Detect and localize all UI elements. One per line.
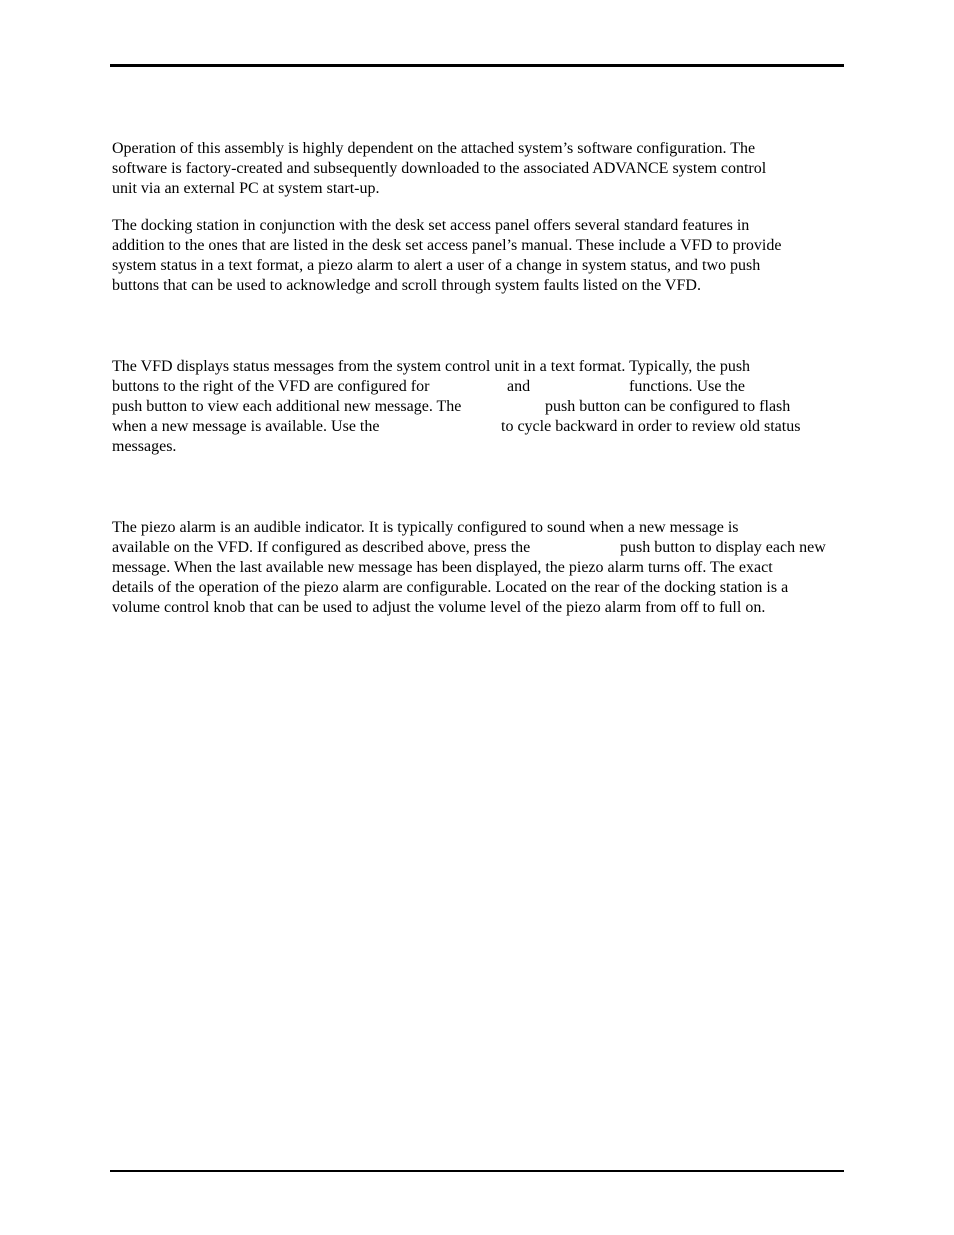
text-line: The docking station in conjunction with the desk set access panel offers several standard features in — [112, 217, 750, 234]
text-line: system status in a text format, a piezo alarm to alert a user of a change in system status, and two push — [112, 257, 761, 274]
intro-paragraph — [112, 139, 847, 199]
footer-rule — [110, 1170, 844, 1172]
header-rule — [110, 64, 844, 67]
text-line: available on the VFD. If configured as described above, press the push button to display each new — [112, 539, 826, 556]
text-line: buttons to the right of the VFD are configured for and functions. Use the — [112, 378, 745, 395]
text-line: unit via an external PC at system start-up. — [112, 180, 380, 197]
text-line: The piezo alarm is an audible indicator. It is typically configured to sound when a new message is — [112, 519, 739, 536]
piezo-paragraph — [112, 518, 847, 618]
vfd-paragraph — [112, 357, 847, 457]
text-line: software is factory-created and subsequently downloaded to the associated ADVANCE system control — [112, 160, 767, 177]
text-line: volume control knob that can be used to adjust the volume level of the piezo alarm from off to full on. — [112, 599, 766, 616]
text-line: details of the operation of the piezo alarm are configurable. Located on the rear of the docking station is a — [112, 579, 789, 596]
text-line: messages. — [112, 438, 177, 455]
text-line: addition to the ones that are listed in the desk set access panel’s manual. These include a VFD to provide — [112, 237, 782, 254]
text-line: The VFD displays status messages from the system control unit in a text format. Typically, the push — [112, 358, 751, 375]
text-line: push button to view each additional new message. The push button can be configured to flash — [112, 398, 791, 415]
text-line: message. When the last available new message has been displayed, the piezo alarm turns off. The exact — [112, 559, 773, 576]
features-paragraph — [112, 216, 847, 296]
text-line: buttons that can be used to acknowledge and scroll through system faults listed on the VFD. — [112, 277, 701, 294]
text-line: when a new message is available. Use the to cycle backward in order to review old status — [112, 418, 801, 435]
text-line: Operation of this assembly is highly dependent on the attached system’s software configuration. The — [112, 140, 756, 157]
